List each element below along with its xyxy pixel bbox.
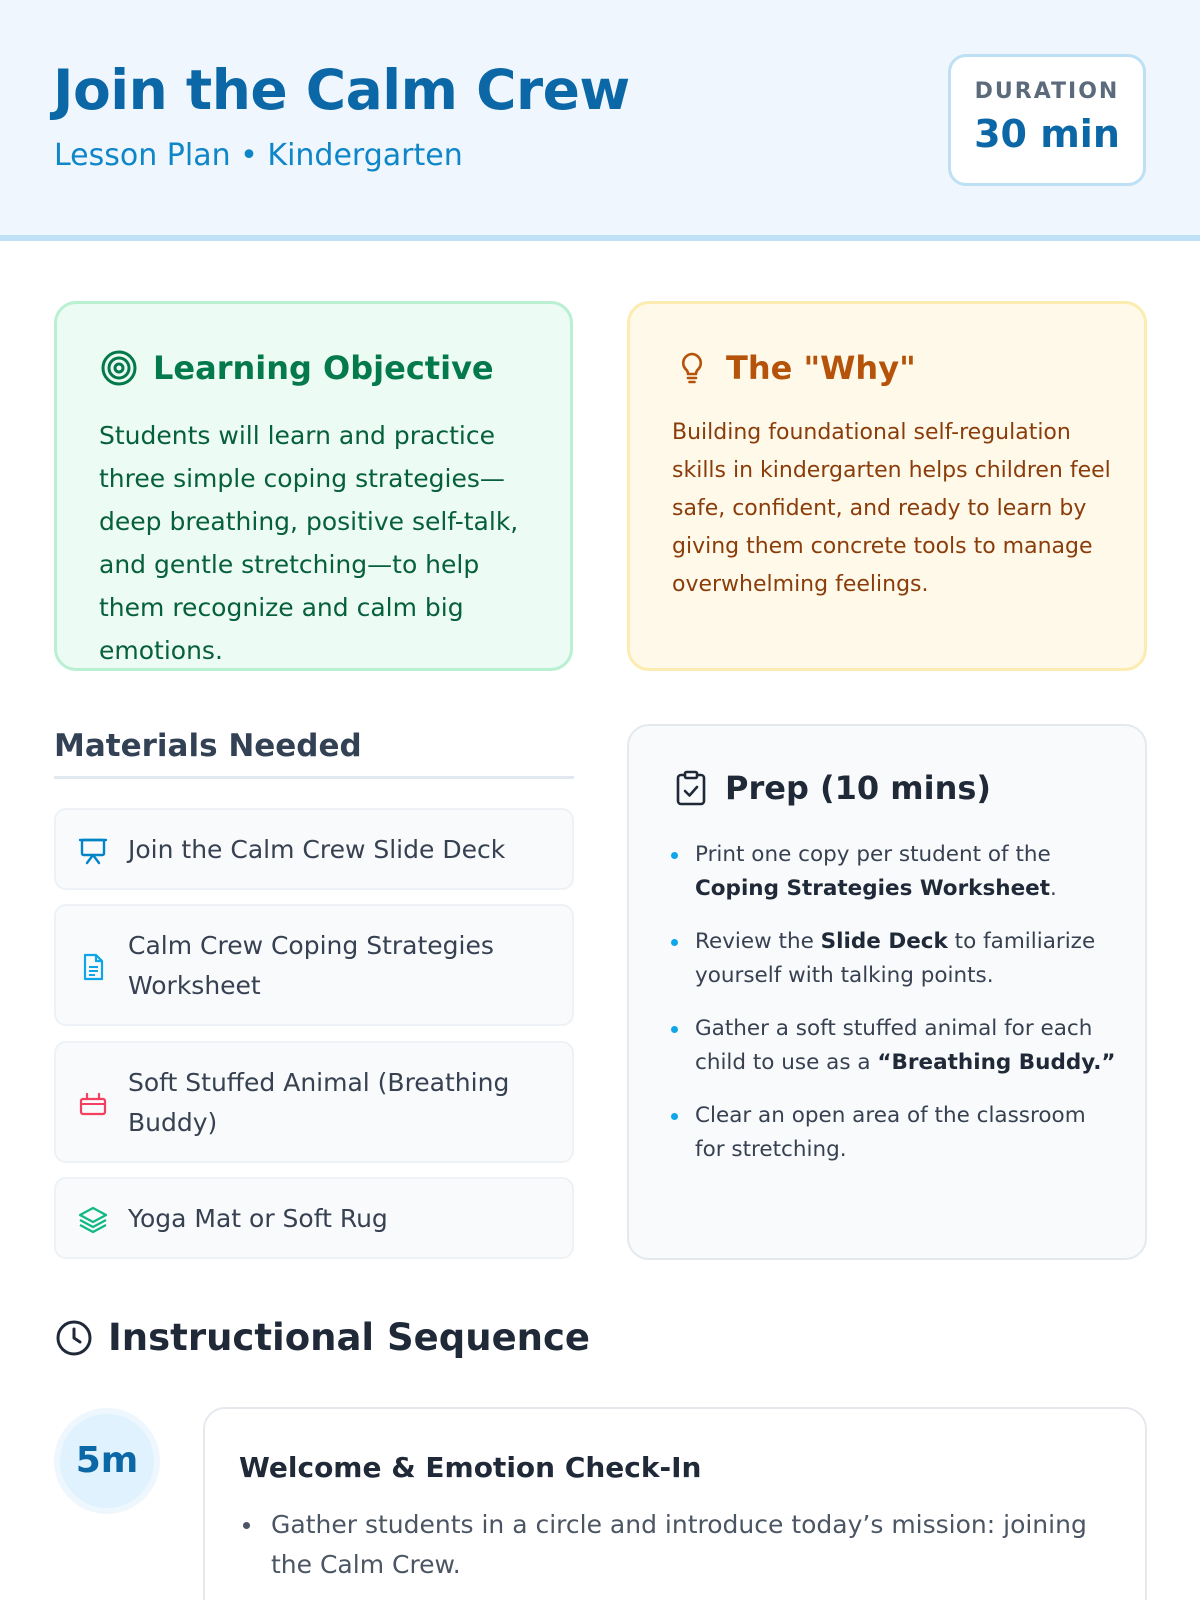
objective-title: Learning Objective — [153, 349, 494, 387]
material-label: Join the Calm Crew Slide Deck — [128, 835, 506, 864]
target-icon — [99, 348, 139, 388]
layers-icon — [78, 1205, 108, 1235]
page-title: Join the Calm Crew — [53, 58, 630, 122]
material-label: Yoga Mat or Soft Rug — [128, 1204, 388, 1233]
prep-item: Clear an open area of the classroom for stretching. — [669, 1099, 1119, 1167]
toy-icon — [78, 1089, 108, 1119]
prep-card — [627, 724, 1147, 1260]
clipboard-check-icon — [671, 768, 711, 808]
material-label: Calm Crew Coping Strategies Worksheet — [128, 931, 494, 1000]
objective-text: Students will learn and practice three simple coping strategies—deep breathing, positive self-talk, and gentle stretching—to help them recognize and calm big emotions. — [99, 421, 519, 665]
why-card — [627, 301, 1147, 671]
objective-header — [99, 348, 494, 388]
presentation-icon — [78, 836, 108, 866]
material-item-slide-deck — [54, 808, 574, 890]
prep-title: Prep (10 mins) — [725, 769, 992, 807]
duration-label: DURATION — [974, 79, 1120, 104]
sequence-header — [54, 1316, 590, 1359]
prep-item: Gather a soft stuffed animal for each child to use as a “Breathing Buddy.” — [669, 1012, 1119, 1080]
prep-list — [669, 838, 1119, 1186]
prep-item: Print one copy per student of the Coping Strategies Worksheet. — [669, 838, 1119, 906]
step-bullet: Gather students in a circle and introduce today’s mission: joining the Calm Crew. — [239, 1505, 1099, 1585]
step-time-badge: 5m — [54, 1408, 160, 1514]
step-bullets — [239, 1505, 1099, 1585]
prep-item: Review the Slide Deck to familiarize yourself with talking points. — [669, 925, 1119, 993]
duration-badge — [948, 54, 1146, 186]
learning-objective-card — [54, 301, 573, 671]
material-item-yoga-mat — [54, 1177, 574, 1259]
sequence-title: Instructional Sequence — [108, 1316, 591, 1359]
lightbulb-icon — [672, 348, 712, 388]
why-header — [672, 348, 916, 388]
document-icon — [78, 952, 108, 982]
header — [0, 0, 1200, 241]
material-item-stuffed-animal — [54, 1041, 574, 1163]
material-item-worksheet — [54, 904, 574, 1026]
material-label: Soft Stuffed Animal (Breathing Buddy) — [128, 1068, 510, 1137]
page-subtitle: Lesson Plan • Kindergarten — [54, 138, 463, 173]
prep-header — [671, 768, 991, 808]
step-title: Welcome & Emotion Check-In — [239, 1451, 702, 1484]
materials-title: Materials Needed — [54, 728, 362, 764]
duration-value: 30 min — [974, 112, 1120, 156]
step-card — [203, 1407, 1147, 1600]
materials-divider — [54, 776, 574, 779]
clock-icon — [54, 1318, 94, 1358]
why-title: The "Why" — [726, 349, 916, 387]
why-text: Building foundational self-regulation skills in kindergarten helps children feel safe, confident, and ready to learn by giving them concrete tools to manage overwhelming feelings. — [672, 420, 1111, 597]
